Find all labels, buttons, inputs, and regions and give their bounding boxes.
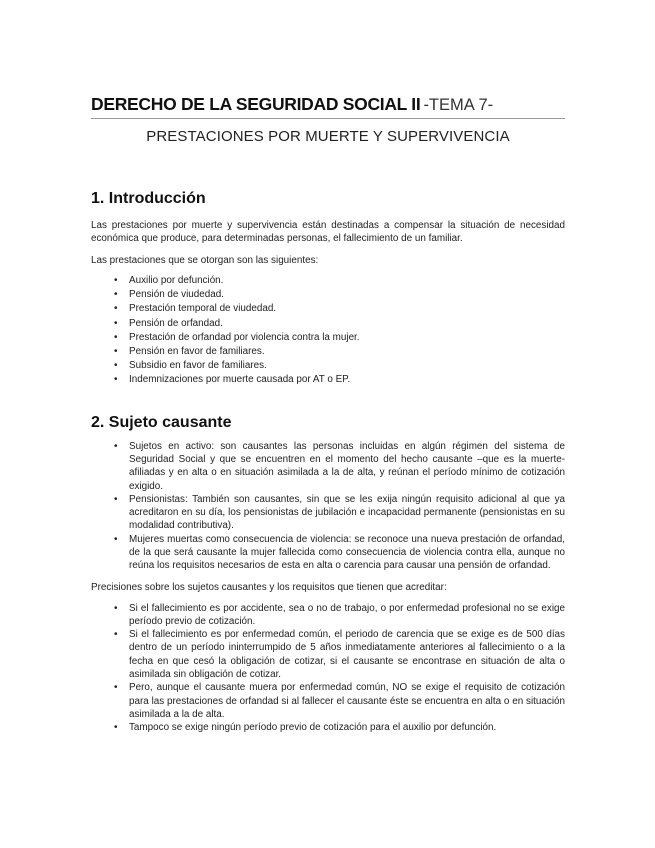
list-item: • Pero, aunque el causante muera por enfermedad común, NO se exige el requisito de cotización para las prestaciones de orfandad si al fallecer el causante éste se encuentra en alta o en situación asimilada a la de alta. (114, 682, 565, 720)
list-item: • Si el fallecimiento es por accidente, sea o no de trabajo, o por enfermedad profesional no se exige período previo de cotización. (114, 602, 565, 627)
intro-list-lead: Las prestaciones que se otorgan son las siguientes: (91, 255, 319, 266)
document-subtitle: PRESTACIONES POR MUERTE Y SUPERVIVENCIA (146, 128, 510, 145)
list-item: • Pensionistas: También son causantes, sin que se les exija ningún requisito adicional al que ya acreditaron en su día, los pensionistas de jubilación e incapacidad permanente (pensionistas en su modalidad contributiva). (114, 493, 565, 532)
document-title: DERECHO DE LA SEGURIDAD SOCIAL II (91, 94, 421, 114)
prestaciones-list (91, 274, 565, 388)
list-item: • Sujetos en activo: son causantes las personas incluidas en algún régimen del sistema de Seguridad Social y que se encuentren en el momento del hecho causante –que es la muerte- afiliadas y en alta o en situación asimilada a la de alta, y reúnan el período mínimo de cotización exigido. (114, 440, 565, 492)
requisitos-list (91, 602, 565, 735)
list-item: • Auxilio por defunción. (114, 275, 224, 286)
list-item: • Tampoco se exige ningún período previo de cotización para el auxilio por defunción. (114, 722, 497, 734)
list-item: • Pensión en favor de familiares. (114, 346, 265, 358)
document-header (91, 94, 565, 119)
section-heading-sujeto-causante: 2. Sujeto causante (91, 413, 232, 431)
precisiones-paragraph: Precisiones sobre los sujetos causantes y los requisitos que tienen que acreditar: (91, 581, 447, 593)
list-item: • Prestación de orfandad por violencia contra la mujer. (114, 331, 360, 343)
section-heading-introduccion: 1. Introducción (91, 190, 206, 207)
list-item: • Mujeres muertas como consecuencia de violencia: se reconoce una nueva prestación de orfandad, de la que será causante la mujer fallecida como consecuencia de violencia contra ella, aunque no reúna los requisitos necesarios de esta en alta o carencia para causar una pensión de orfandad. (114, 533, 565, 572)
intro-paragraph: Las prestaciones por muerte y supervivencia están destinadas a compensar la situación de necesidad económica que produce, para determinadas personas, el fallecimiento de un familiar. (91, 220, 565, 244)
list-item: • Pensión de viudedad. (114, 289, 224, 301)
document-tema: -TEMA 7- (423, 96, 494, 114)
list-item: • Indemnizaciones por muerte causada por AT o EP. (114, 374, 351, 386)
list-item: • Prestación temporal de viudedad. (114, 303, 277, 315)
list-item: • Subsidio en favor de familiares. (114, 360, 267, 372)
list-item: • Pensión de orfandad. (114, 317, 223, 329)
document-page (91, 94, 565, 735)
list-item: • Si el fallecimiento es por enfermedad común, el periodo de carencia que se exige es de 500 días dentro de un período ininterrumpido de 5 años inmediatamente anteriores al fallecimiento o a la fecha en que cesó la obligación de cotizar, si el causante se encontrase en situación de alta o asimilada sin obligación de cotizar. (114, 629, 565, 681)
sujetos-list (91, 440, 565, 573)
